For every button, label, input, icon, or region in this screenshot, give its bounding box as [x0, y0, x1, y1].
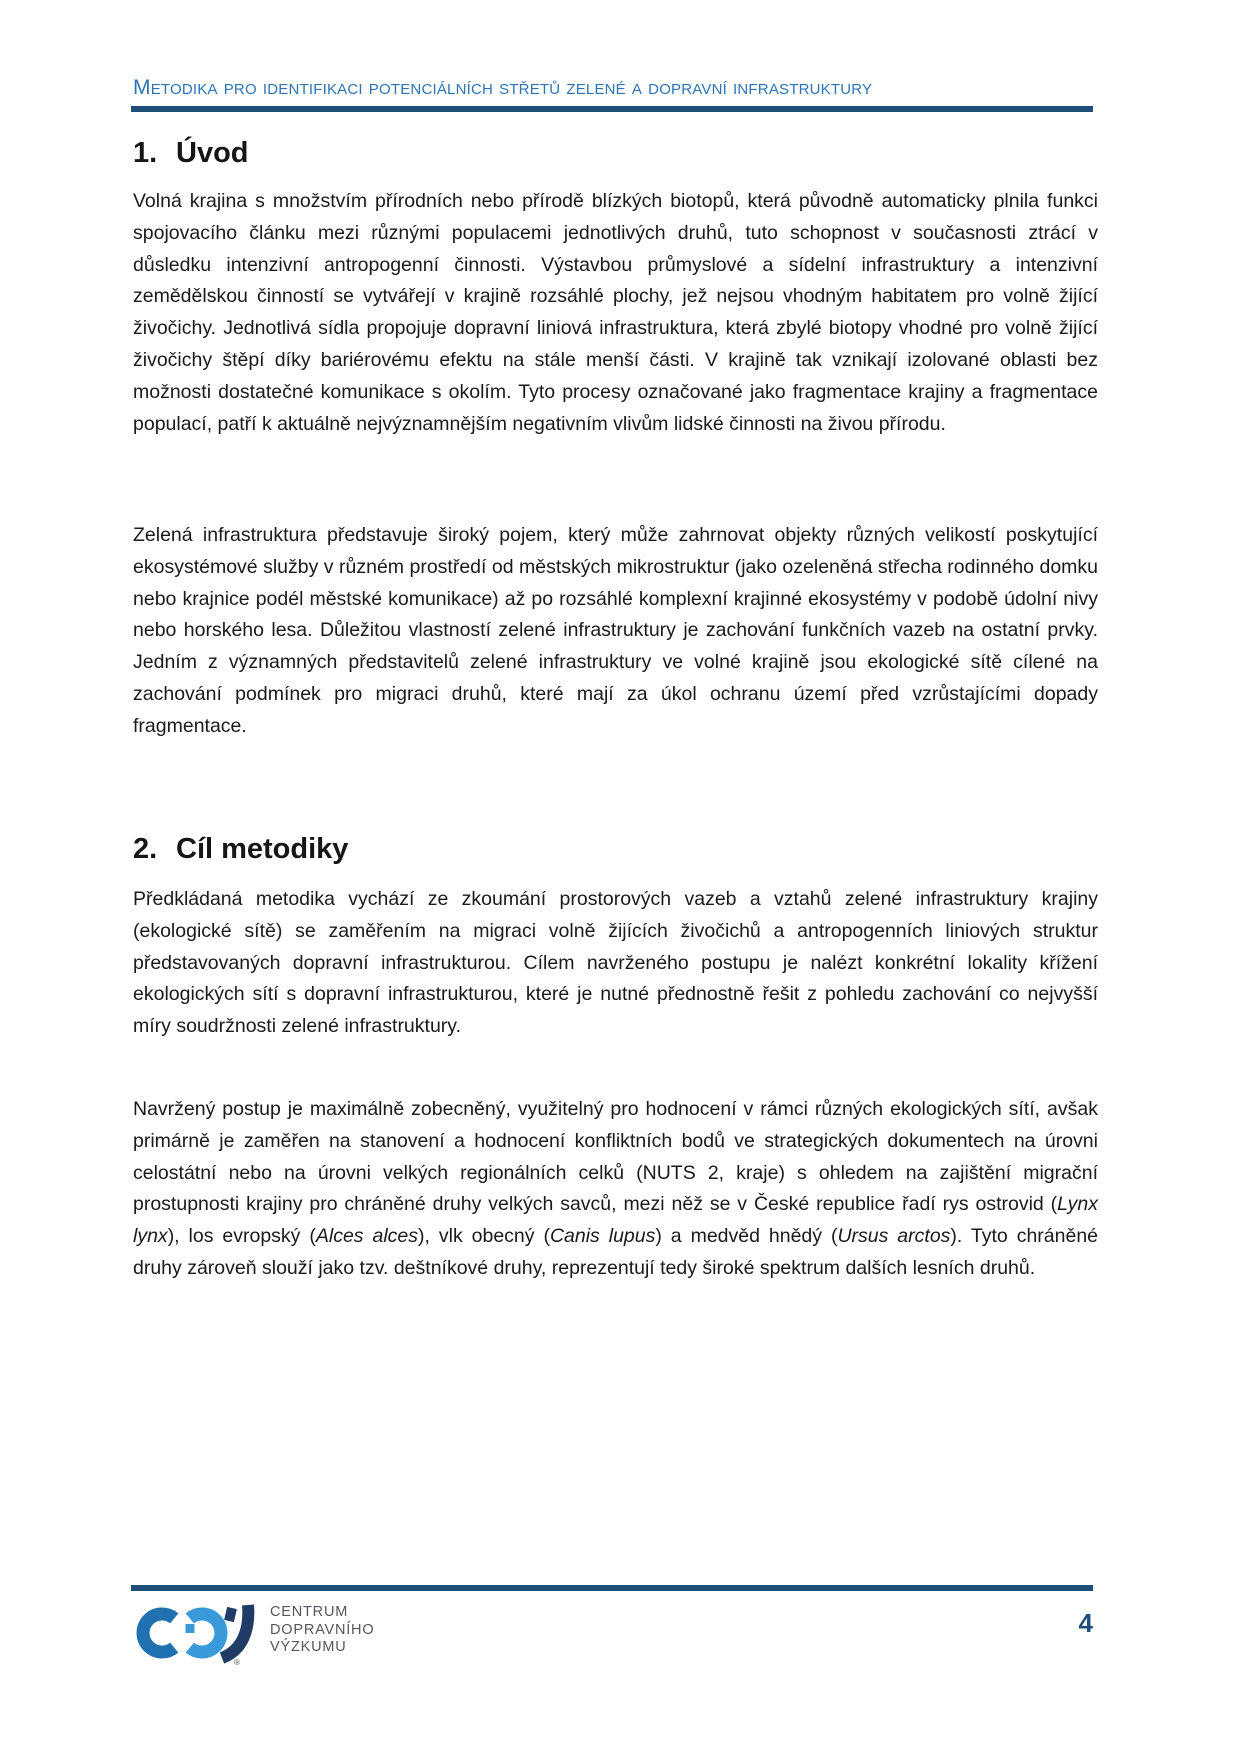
section-2-number: 2.: [133, 833, 158, 865]
paragraph-uvod-2: Zelená infrastruktura představuje široký pojem, který může zahrnovat objekty různých velikostí poskytující ekosystémové služby v různém prostředí od městských mikrostruktur (jako ozeleněná střecha rodinného domku nebo krajnice podél městské komunikace) až po rozsáhlé komplexní krajinné ekosystémy v podobě údolní nivy nebo horského lesa. Důležitou vlastností zelené infrastruktury je zachování funkčních vazeb na ostatní prvky. Jedním z významných představitelů zelené infrastruktury ve volné krajině jsou ekologické sítě cílené na zachování podmínek pro migraci druhů, které mají za úkol ochranu území před vzrůstajícími dopady fragmentace.: [133, 524, 1098, 737]
paragraph-cil-1: Předkládaná metodika vychází ze zkoumání prostorových vazeb a vztahů zelené infrastruktury krajiny (ekologické sítě) se zaměřením na migraci volně žijících živočichů a antropogenních liniových struktur představovaných dopravní infrastrukturou. Cílem navrženého postupu je nalézt konkrétní lokality křížení ekologických sítí s dopravní infrastrukturou, které je nutné přednostně řešit z pohledu zachování co nejvyšší míry soudržnosti zelené infrastruktury.: [133, 888, 1098, 1038]
logo-line-3: VÝZKUMU: [270, 1639, 347, 1655]
section-2-heading: [133, 832, 1098, 866]
text-segment: ). Tyto chráněné druhy zároveň slouží jako tzv. deštníkové druhy, reprezentují tedy široké spektrum dalších lesních druhů.: [133, 1225, 1099, 1279]
latin-species-name: Canis lupus: [549, 1225, 656, 1248]
text-segment: ) a medvěd hnědý (: [655, 1225, 838, 1248]
paragraph-cil-2: [133, 1094, 1098, 1285]
logo-line-2: DOPRAVNÍHO: [270, 1621, 375, 1638]
header-rule: [131, 106, 1093, 112]
section-1-number: 1.: [133, 137, 158, 169]
latin-species-name: Ursus arctos: [837, 1225, 951, 1248]
section-1-heading: [133, 136, 1098, 170]
text-segment: ), los evropský (: [167, 1225, 316, 1248]
page-number: 4: [1078, 1608, 1093, 1638]
logo-line-1: CENTRUM: [270, 1604, 349, 1620]
running-header-title: Metodika pro identifikaci potenciálních střetů zelené a dopravní infrastruktury: [133, 76, 873, 99]
section-1-title: Úvod: [176, 137, 249, 169]
registered-trademark-icon: ®: [234, 1658, 240, 1667]
text-segment: Navržený postup je maximálně zobecněný, využitelný pro hodnocení v rámci různých ekologických sítí, avšak primárně je zaměřen na stanovení a hodnocení konfliktních bodů ve strategických dokumentech na úrovni celostátní nebo na úrovni velkých regionálních celků (NUTS 2, kraje) s ohledem na zajištění migrační prostupnosti krajiny pro chráněné druhy velkých savců, mezi něž se v České republice řadí rys ostrovid (: [133, 1098, 1098, 1216]
section-2-title: Cíl metodiky: [176, 833, 349, 865]
text-segment: ), vlk obecný (: [418, 1225, 550, 1248]
paragraph-uvod-1: Volná krajina s množstvím přírodních nebo přírodě blízkých biotopů, která původně automaticky plnila funkci spojovacího článku mezi různými populacemi jednotlivých druhů, tuto schopnost v současnosti ztrácí v důsledku intenzivní antropogenní činnosti. Výstavbou průmyslové a sídelní infrastruktury a intenzivní zemědělskou činností se vytvářejí v krajině rozsáhlé plochy, jež nejsou vhodným habitatem pro volně žijící živočichy. Jednotlivá sídla propojuje dopravní liniová infrastruktura, která zbylé biotopy vhodné pro volně žijící živočichy štěpí díky bariérovému efektu na stále menší části. V krajině tak vznikají izolované oblasti bez možnosti dostatečné komunikace s okolím. Tyto procesy označované jako fragmentace krajiny a fragmentace populací, patří k aktuálně nejvýznamnějším negativním vlivům lidské činnosti na živou přírodu.: [133, 190, 1098, 435]
latin-species-name: Alces alces: [315, 1225, 419, 1248]
latin-species-name: Lynx lynx: [133, 1193, 1098, 1248]
footer-rule: [131, 1585, 1093, 1591]
